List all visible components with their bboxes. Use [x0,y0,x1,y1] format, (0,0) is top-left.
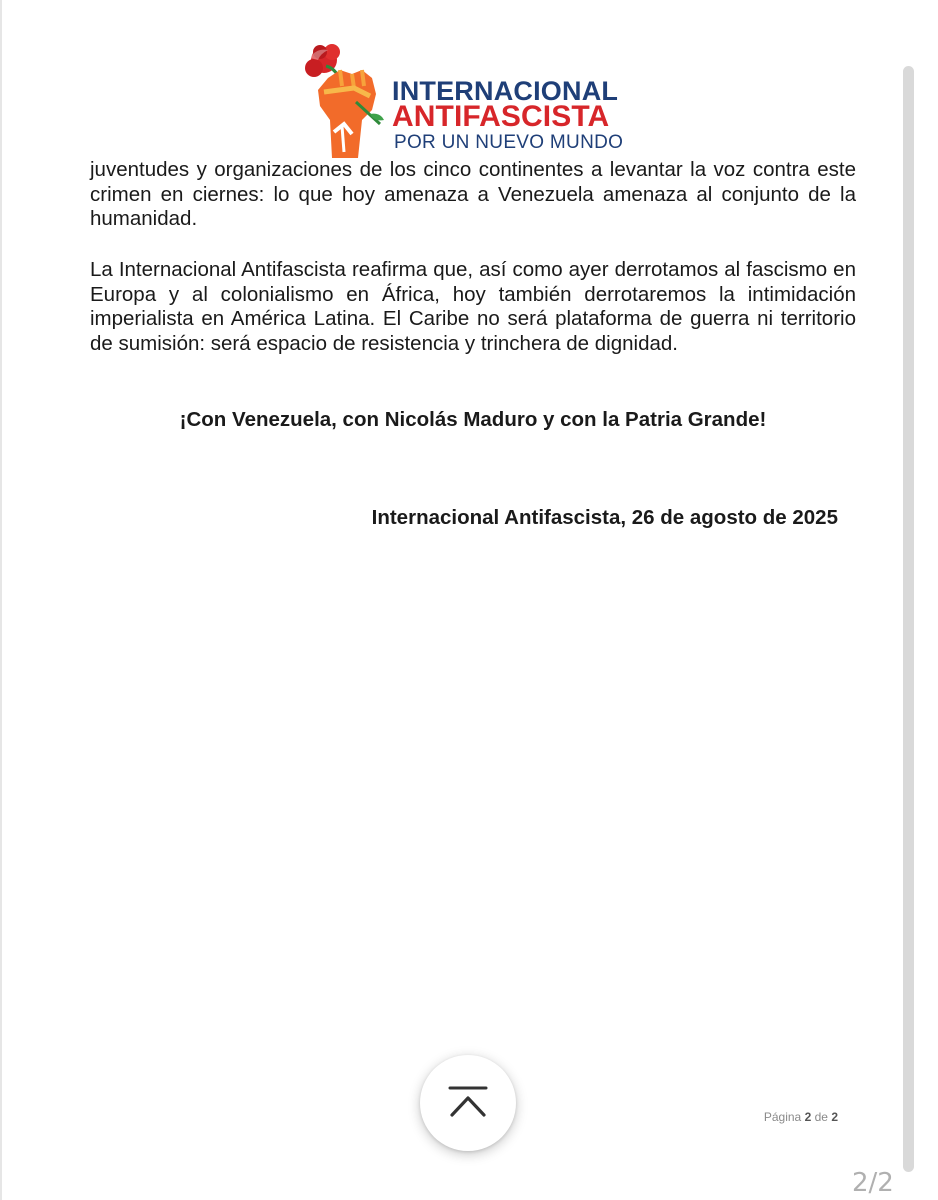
scrollbar-track[interactable] [920,0,938,1200]
page-number-footer [764,1110,838,1124]
page-footer-prefix: Página [763,1110,802,1124]
scroll-to-top-button[interactable] [420,1055,516,1151]
logo-tagline: POR UN NUEVO MUNDO [394,132,624,153]
scrollbar-thumb[interactable] [903,66,914,1172]
page-footer-current: 2 [804,1110,812,1124]
organization-logo [296,40,646,162]
logo-line-1: INTERNACIONAL [392,76,619,106]
chevron-up-bar-icon [448,1085,488,1119]
page-footer-total: 2 [831,1110,838,1124]
closing-slogan: ¡Con Venezuela, con Nicolás Maduro y con la Patria Grande! [179,408,767,431]
body-paragraph-2: La Internacional Antifascista reafirma que, así como ayer derrotamos al fascismo en Europa y al colonialismo en África, hoy también derrotaremos la intimidación imperialista en América Latina. El Caribe no será plataforma de guerra ni territorio de sumisión: será espacio de resistencia y trinchera de dignidad. [90,258,856,355]
page-left-border [0,0,2,1200]
signature-line: Internacional Antifascista, 26 de agosto de 2025 [371,506,838,529]
body-paragraph-1: juventudes y organizaciones de los cinco continentes a levantar la voz contra este crimen en ciernes: lo que hoy amenaza a Venezuela amenaza al conjunto de la humanidad. [90,158,856,230]
page-footer-separator: de [814,1110,828,1124]
raised-fist-carnation-icon [296,40,394,162]
logo-line-2: ANTIFASCISTA [392,100,610,133]
page-indicator: 2/2 [852,1168,894,1198]
